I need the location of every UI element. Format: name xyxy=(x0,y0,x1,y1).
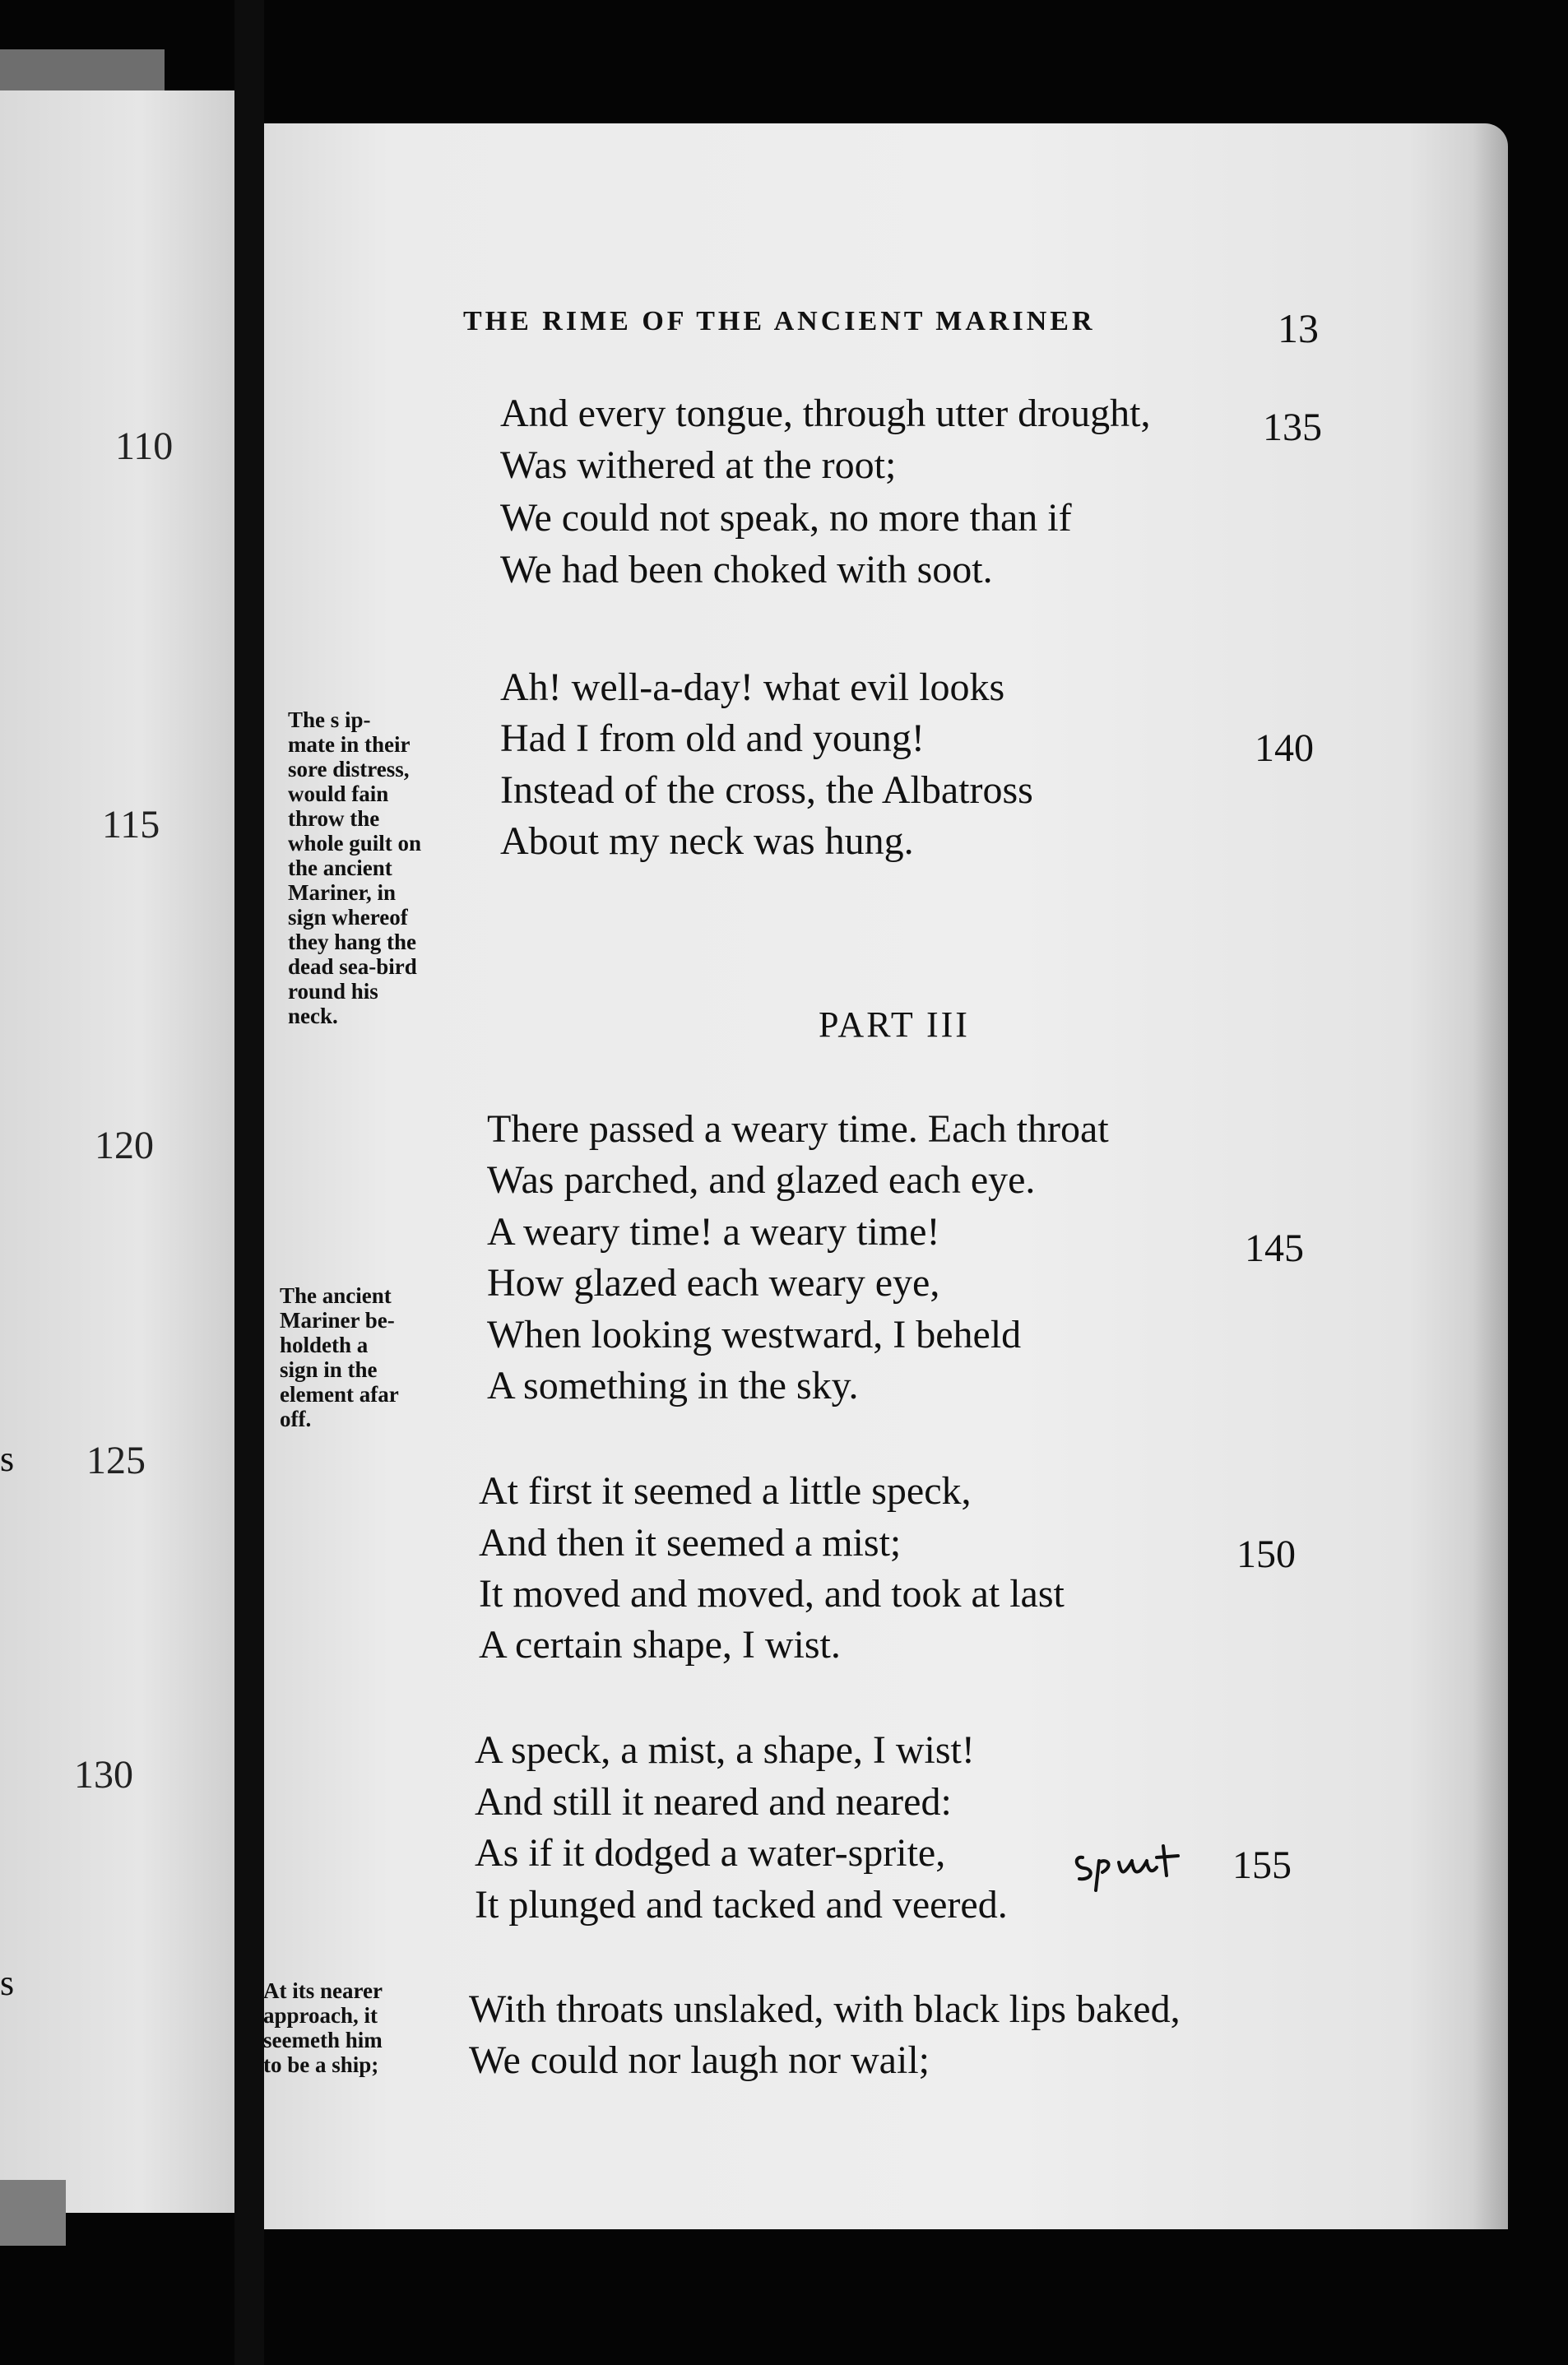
verse-line: We had been choked with soot. xyxy=(500,548,993,591)
verse-line: Was parched, and glazed each eye. xyxy=(487,1158,1036,1202)
verse-line: A certain shape, I wist. xyxy=(479,1623,841,1667)
left-text-fragment: s xyxy=(0,1963,15,2003)
left-line-number: 115 xyxy=(102,803,160,846)
line-number: 135 xyxy=(1263,406,1322,449)
verse-line: A something in the sky. xyxy=(487,1364,859,1407)
verse-line: With throats unslaked, with black lips baked, xyxy=(469,1987,1181,2031)
verse-line: A speck, a mist, a shape, I wist! xyxy=(475,1728,975,1772)
verse-line: When looking westward, I beheld xyxy=(487,1313,1022,1356)
verse-line: It plunged and tacked and veered. xyxy=(475,1883,1008,1927)
line-number: 155 xyxy=(1232,1843,1292,1887)
line-number: 140 xyxy=(1255,726,1314,770)
marginal-gloss: The ancient Mariner be- holdeth a sign in the element afar off. xyxy=(280,1283,399,1431)
marginal-gloss: At its nearer approach, it seemeth him to be a ship; xyxy=(263,1978,383,2077)
left-line-number: 125 xyxy=(86,1439,146,1482)
verse-line: As if it dodged a water-sprite, xyxy=(475,1831,946,1875)
page-edge-strip xyxy=(0,2180,66,2246)
verse-line: There passed a weary time. Each throat xyxy=(487,1107,1109,1151)
running-head: THE RIME OF THE ANCIENT MARINER xyxy=(463,306,1096,336)
page-number: 13 xyxy=(1278,305,1319,351)
verse-line: We could nor laugh nor wail; xyxy=(469,2038,930,2082)
verse-line: How glazed each weary eye, xyxy=(487,1261,940,1305)
handwritten-annotation xyxy=(1071,1843,1211,1892)
marginal-gloss: The s ip- mate in their sore distress, would fain throw the whole guilt on the ancient Mariner, in sign whereof they hang the dead sea-bird round his neck. xyxy=(288,707,422,1028)
verse-line: About my neck was hung. xyxy=(500,819,914,863)
left-line-number: 120 xyxy=(95,1124,154,1167)
left-line-number: 130 xyxy=(74,1753,133,1797)
left-line-number: 110 xyxy=(115,424,174,468)
verse-line: It moved and moved, and took at last xyxy=(479,1572,1065,1616)
verse-line: A weary time! a weary time! xyxy=(487,1210,940,1254)
verse-line: We could not speak, no more than if xyxy=(500,496,1072,540)
left-text-fragment: s xyxy=(0,1439,15,1479)
book-gutter xyxy=(234,0,264,2365)
line-number: 150 xyxy=(1236,1533,1296,1576)
verse-line: And every tongue, through utter drought, xyxy=(500,392,1151,435)
part-heading: PART III xyxy=(819,1004,970,1045)
verse-line: And still it neared and neared: xyxy=(475,1780,952,1824)
page-edge-shadow xyxy=(1473,123,1508,2229)
verse-line: Ah! well-a-day! what evil looks xyxy=(500,665,1005,709)
verse-line: Was withered at the root; xyxy=(500,443,897,487)
verse-line: And then it seemed a mist; xyxy=(479,1521,902,1565)
verse-line: At first it seemed a little speck, xyxy=(479,1469,972,1513)
line-number: 145 xyxy=(1245,1227,1304,1270)
verse-line: Had I from old and young! xyxy=(500,716,925,760)
verse-line: Instead of the cross, the Albatross xyxy=(500,768,1033,812)
